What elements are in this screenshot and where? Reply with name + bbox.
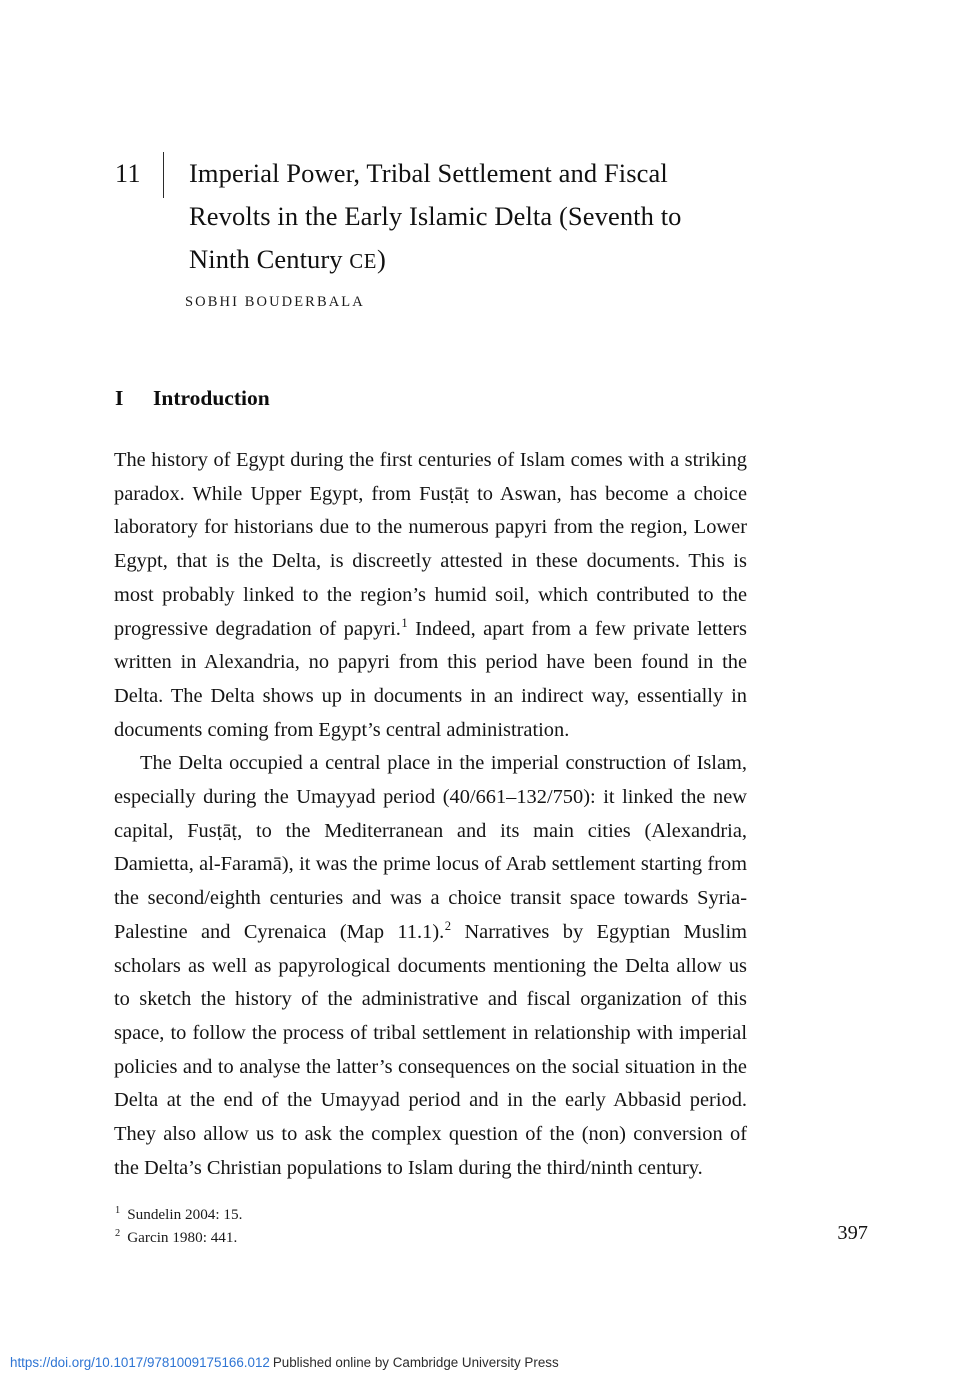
footer-publisher-line (10, 1355, 559, 1370)
footnotes-section (115, 1203, 755, 1249)
chapter-number: 11 (115, 159, 142, 188)
section-number: I (115, 386, 124, 410)
chapter-title-era: CE (349, 251, 377, 273)
page-title (164, 152, 755, 284)
doi-link[interactable]: https://doi.org/10.1017/9781009175166.012 (10, 1355, 270, 1370)
footnote-number: 2 (115, 1227, 121, 1239)
chapter-author: SOBHI BOUDERBALA (185, 294, 365, 310)
paragraph-1-continued: Indeed, apart from a few private letters written in Alexandria, no papyri from this period have been found in the Delta. The Delta shows up in documents in an indirect way, essentially in documents coming from Egypt’s central administration. (114, 617, 747, 741)
footnote-ref-2[interactable]: 2 (444, 919, 452, 934)
paragraph-2 (114, 747, 747, 1185)
footnote-ref-1[interactable]: 1 (401, 615, 408, 630)
page-number: 397 (837, 1222, 868, 1244)
footnote-text: Garcin 1980: 441. (127, 1229, 238, 1246)
footnote-number: 1 (115, 1204, 121, 1216)
chapter-title-line-3-close: ) (377, 244, 386, 274)
chapter-title-line-1: Imperial Power, Tribal Settlement and Fiscal (189, 158, 668, 188)
footnote-item (115, 1203, 755, 1226)
paragraph-2-continued: Narratives by Egyptian Muslim scholars as well as papyrological documents mentioning the Delta allow us to sketch the history of the administrative and fiscal organization of this space, to follow the process of tribal settlement in relationship with imperial policies and to analyse the latter’s consequences on the social situation in the Delta at the end of the Umayyad period and in the early Abbasid period. They also allow us to ask the complex question of the (non) conversion of the Delta’s Christian populations to Islam during the third/ninth century. (114, 920, 747, 1179)
paragraph-2-text: The Delta occupied a central place in the imperial construction of Islam, especially during the Umayyad period (40/661–132/750): it linked the new capital, Fusṭāṭ, to the Mediterranean and its main cities (Alexandria, Damietta, al-Faramā), it was the prime locus of Arab settlement starting from the second/eighth centuries and was a choice transit space towards Syria-Palestine and Cyrenaica (Map 11.1). (114, 752, 747, 943)
chapter-heading (115, 152, 755, 284)
section-title: Introduction (153, 386, 270, 410)
publisher-text: Published online by Cambridge University Press (272, 1355, 559, 1370)
paragraph-1-text: The history of Egypt during the first centuries of Islam comes with a striking paradox. While Upper Egypt, from Fusṭāṭ to Aswan, has become a choice laboratory for historians due to the numerous papyri from the region, Lower Egypt, that is the Delta, is discreetly attested in these documents. This is most probably linked to the region’s humid soil, which contributed to the progressive degradation of papyri. (114, 449, 747, 640)
paragraph-1 (114, 444, 747, 747)
section-heading (115, 386, 270, 411)
footnote-item (115, 1226, 755, 1249)
footnote-text: Sundelin 2004: 15. (127, 1206, 243, 1223)
body-text (114, 444, 747, 1185)
chapter-title-line-2: Revolts in the Early Islamic Delta (Seventh to (189, 201, 682, 231)
chapter-title-line-3: Ninth Century (189, 244, 350, 274)
